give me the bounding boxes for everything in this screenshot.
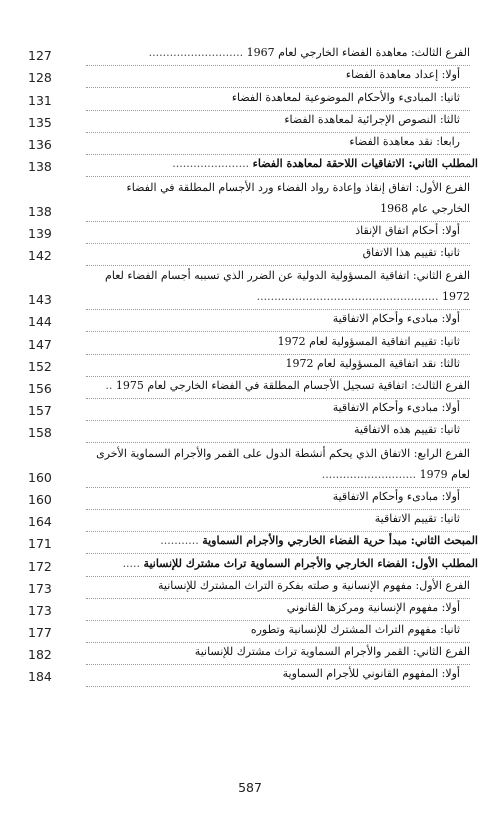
toc-entry-text (86, 154, 478, 174)
toc-entry-text (86, 43, 470, 63)
toc-title: أولا: إعداد معاهدة الفضاء (345, 68, 460, 82)
toc-entry (0, 266, 500, 310)
toc-entry (0, 377, 500, 399)
toc-entry (0, 532, 500, 554)
toc-title: ثالثا: النصوص الإجرائية لمعاهدة الفضاء (284, 112, 460, 126)
toc-entry-text (86, 487, 460, 507)
toc-entry-text (86, 509, 460, 529)
toc-title: الفرع الرابع: الاتفاق الذي يحكم أنشطة الدول على القمر والأجرام السماوية الأخرى لعام 1979 (96, 446, 470, 481)
toc-page-number: 173 (28, 580, 52, 596)
toc-page-number: 144 (28, 314, 52, 330)
toc-page-number: 131 (28, 92, 52, 108)
toc-entry (0, 44, 500, 66)
toc-page-number: 177 (28, 625, 52, 641)
toc-title: ثالثا: نقد اتفاقية المسؤولية لعام 1972 (285, 356, 460, 370)
toc-entry-text (86, 132, 460, 152)
toc-page-number: 157 (28, 403, 52, 419)
toc-leader-dots: .................................................... (256, 290, 439, 304)
toc-entry (0, 488, 500, 510)
toc-page-number: 182 (28, 647, 52, 663)
toc-title: ثانيا: المبادىء والأحكام الموضوعية لمعاهدة الفضاء (231, 90, 460, 104)
toc-title: أولا: مبادىء وأحكام الاتفاقية (332, 312, 460, 326)
toc-entry-text (86, 88, 460, 108)
toc-leader-dots: ........................... (148, 46, 244, 60)
toc-entry-text (86, 243, 460, 263)
toc-title: رابعا: نقد معاهدة الفضاء (349, 134, 460, 148)
toc-title: ثانيا: تقييم الاتفاقية (374, 512, 460, 526)
toc-page-number: 147 (28, 336, 52, 352)
toc-page-number: 152 (28, 358, 52, 374)
toc-entry-text (86, 576, 470, 596)
toc-page-number: 142 (28, 247, 52, 263)
toc-leader-dots: ........................... (321, 467, 417, 481)
toc-title: الفرع الثالث: معاهدة الفضاء الخارجي لعام 1967 (246, 46, 470, 60)
toc-entry (0, 155, 500, 177)
toc-entry-text (86, 265, 470, 307)
toc-entry (0, 133, 500, 155)
toc-page-number: 164 (28, 514, 52, 530)
toc-entry-text (86, 221, 460, 241)
toc-title: المطلب الثاني: الاتفاقيات اللاحقة لمعاهدة الفضاء (252, 157, 478, 171)
toc-title: ثانيا: تقييم هذا الاتفاق (362, 245, 460, 259)
toc-title: أولا: مفهوم الإنسانية ومركزها القانوني (286, 600, 460, 614)
toc-page-number: 171 (28, 536, 52, 552)
toc-title: المطلب الأول: الفضاء الخارجي والأجرام السماوية تراث مشترك للإنسانية (143, 556, 478, 570)
toc-entry-text (86, 642, 470, 662)
toc-entry-text (86, 65, 460, 85)
toc-entry (0, 665, 500, 687)
toc-entry-text (86, 620, 460, 640)
toc-title: الفرع الثاني: القمر والأجرام السماوية تراث مشترك للإنسانية (194, 645, 470, 659)
toc-entry (0, 510, 500, 532)
toc-entry-text (86, 664, 460, 684)
toc-page-number: 172 (28, 558, 52, 574)
toc-entry (0, 443, 500, 487)
toc-page-number: 160 (28, 491, 52, 507)
toc-entry-text (86, 309, 460, 329)
toc-entry-text (86, 332, 460, 352)
page-number: 587 (238, 780, 262, 795)
toc-title: أولا: أحكام اتفاق الإنقاذ (355, 223, 460, 237)
toc-page-number: 143 (28, 292, 52, 308)
toc-entry-text (86, 554, 478, 574)
toc-entry-text (86, 354, 460, 374)
toc-entry (0, 554, 500, 576)
toc-title: الفرع الأول: اتفاق إنقاذ وإعادة رواد الفضاء ورد الأجسام المطلقة في الفضاء الخارجي عام 1968 (126, 180, 470, 215)
toc-entry (0, 643, 500, 665)
toc-entry (0, 222, 500, 244)
toc-entry (0, 66, 500, 88)
toc-entry-text (86, 531, 478, 551)
toc-page-number: 156 (28, 381, 52, 397)
toc-entry (0, 111, 500, 133)
toc-entry (0, 421, 500, 443)
table-of-contents (0, 44, 500, 687)
toc-entry-text (86, 598, 460, 618)
toc-page-number: 173 (28, 602, 52, 618)
toc-dotted-line (86, 686, 470, 687)
toc-entry (0, 310, 500, 332)
toc-page-number: 184 (28, 669, 52, 685)
toc-entry-text (86, 443, 470, 485)
toc-entry (0, 355, 500, 377)
toc-title: أولا: مبادىء وأحكام الاتفاقية (332, 401, 460, 415)
toc-title: ثانيا: تقييم اتفاقية المسؤولية لعام 1972 (277, 334, 460, 348)
toc-title: المبحث الثاني: مبدأ حرية الفضاء الخارجي والأجرام السماوية (202, 534, 478, 548)
toc-entry (0, 599, 500, 621)
toc-title: ثانيا: مفهوم التراث المشترك للإنسانية وتطوره (250, 623, 460, 637)
toc-leader-dots: .. (105, 379, 113, 393)
toc-entry (0, 577, 500, 599)
toc-title: أولا: مبادىء وأحكام الاتفاقية (332, 489, 460, 503)
toc-title: الفرع الثاني: اتفاقية المسؤولية الدولية عن الضرر الذي تسببه أجسام الفضاء لعام 1972 (105, 269, 470, 304)
toc-leader-dots: ...................... (172, 157, 250, 171)
toc-page-number: 136 (28, 136, 52, 152)
toc-entry (0, 332, 500, 354)
toc-entry-text (86, 177, 470, 219)
toc-entry-text (86, 420, 460, 440)
toc-page-number: 139 (28, 225, 52, 241)
toc-title: ثانيا: تقييم هذه الاتفاقية (353, 423, 460, 437)
toc-entry (0, 177, 500, 221)
toc-entry-text (86, 376, 470, 396)
toc-page-number: 127 (28, 48, 52, 64)
toc-title: الفرع الثالث: اتفاقية تسجيل الأجسام المطلقة في الفضاء الخارجي لعام 1975 (115, 379, 470, 393)
toc-page-number: 138 (28, 159, 52, 175)
toc-entry (0, 399, 500, 421)
toc-entry-text (86, 398, 460, 418)
toc-entry-text (86, 110, 460, 130)
toc-page-number: 135 (28, 114, 52, 130)
toc-title: أولا: المفهوم القانوني للأجرام السماوية (282, 667, 460, 681)
toc-page-number: 128 (28, 70, 52, 86)
toc-title: الفرع الأول: مفهوم الإنسانية و صلته بفكرة التراث المشترك للإنسانية (158, 578, 470, 592)
toc-leader-dots: ..... (122, 556, 141, 570)
toc-entry (0, 621, 500, 643)
toc-entry (0, 88, 500, 110)
toc-entry (0, 244, 500, 266)
toc-leader-dots: ........... (160, 534, 199, 548)
toc-page-number: 138 (28, 203, 52, 219)
toc-page-number: 158 (28, 425, 52, 441)
toc-page-number: 160 (28, 469, 52, 485)
